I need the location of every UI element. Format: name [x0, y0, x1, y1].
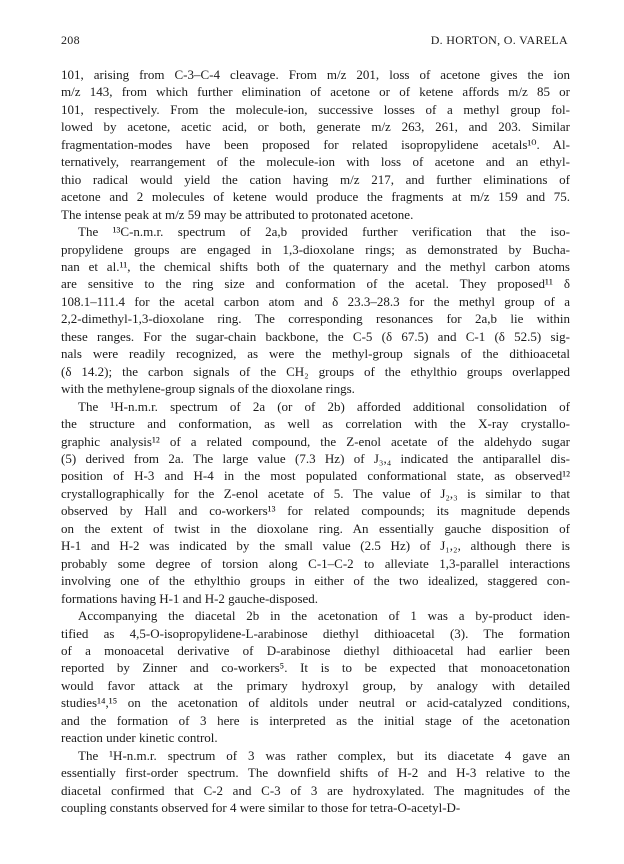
page-number: 208	[61, 33, 80, 47]
text-line: and the formation of 3 here is interpreted as the initial stage of the acetonation	[61, 712, 570, 728]
text-line: lowed by acetone, acetic acid, or both, generate m/z 263, 261, and 203. Similar	[61, 119, 570, 135]
text-line: 2,2-dimethyl-1,3-dioxolane ring. The corresponding resonances for 2a,b lie within	[61, 311, 570, 327]
text-line: 101, respectively. From the molecule-ion, successive losses of a methyl group fol-	[61, 101, 570, 117]
text-line: tified as 4,5-O-isopropylidene-L-arabinose diethyl dithioacetal (3). The formation	[61, 625, 570, 641]
text-line: thio radical would yield the cation having m/z 217, and further eliminations of	[61, 171, 570, 187]
paragraph	[61, 607, 570, 747]
text-line: studies¹⁴,¹⁵ on the acetonation of alditols under neutral or acid-catalyzed conditions,	[61, 695, 570, 711]
text-line: reaction under kinetic control.	[61, 730, 218, 746]
running-header	[61, 33, 568, 49]
text-line: involving one of the ethylthio groups in either of the two idealized, staggered con-	[61, 573, 570, 589]
paragraph	[61, 398, 570, 607]
text-line: would favor attack at the primary hydroxyl group, by analogy with detailed	[61, 677, 570, 693]
running-head-authors: D. HORTON, O. VARELA	[430, 33, 568, 47]
text-line: Accompanying the diacetal 2b in the acetonation of 1 was a by-product iden-	[78, 608, 570, 624]
text-line: coupling constants observed for 4 were similar to those for tetra-O-acetyl-D-	[61, 800, 461, 816]
paragraph	[61, 223, 570, 398]
text-line: crystallographically for the Z-enol acetate of 5. The value of J₂,₃ is similar to that	[61, 485, 570, 501]
text-line: graphic analysis¹² of a related compound, the Z-enol acetate of the aldehydo sugar	[61, 433, 570, 449]
paragraph	[61, 66, 570, 223]
text-line: position of H-3 and H-4 in the most populated conformational state, as observed¹²	[61, 468, 570, 484]
text-line: The ¹H-n.m.r. spectrum of 3 was rather complex, but its diacetate 4 gave an	[78, 747, 570, 763]
text-line: nan et al.¹¹, the chemical shifts both of the quaternary and the methyl carbon atoms	[61, 258, 570, 274]
text-line: 108.1–111.4 for the acetal carbon atom and δ 23.3–28.3 for the methyl group of a	[61, 293, 570, 309]
paragraph	[61, 747, 570, 817]
text-line: m/z 143, from which further elimination of acetone or of ketene affords m/z 85 or	[61, 84, 570, 100]
text-line: these ranges. For the sugar-chain backbone, the C-5 (δ 67.5) and C-1 (δ 52.5) sig-	[61, 328, 570, 344]
text-line: of a monoacetal derivative of D-arabinose diethyl dithioacetal had earlier been	[61, 642, 570, 658]
text-line: The ¹³C-n.m.r. spectrum of 2a,b provided further verification that the iso-	[78, 224, 570, 240]
body-text	[61, 66, 570, 816]
text-line: (5) derived from 2a. The large value (7.3 Hz) of J₃,₄ indicated the antiparallel dis-	[61, 450, 570, 466]
text-line: on the extent of twist in the dioxolane ring. An essentially gauche disposition of	[61, 520, 570, 536]
text-line: formations having H-1 and H-2 gauche-disposed.	[61, 590, 319, 606]
text-line: diacetal confirmed that C-2 and C-3 of 3 are hydroxylated. The magnitudes of the	[61, 782, 570, 798]
text-line: with the methylene-group signals of the dioxolane rings.	[61, 381, 355, 397]
text-line: H-1 and H-2 was indicated by the small value (2.5 Hz) of J₁,₂, although there is	[61, 538, 570, 554]
text-line: acetone and 2 molecules of ketene would produce the fragments at m/z 159 and 75.	[61, 189, 570, 205]
text-line: 101, arising from C-3–C-4 cleavage. From m/z 201, loss of acetone gives the ion	[61, 67, 570, 82]
text-line: The ¹H-n.m.r. spectrum of 2a (or of 2b) afforded additional consolidation of	[78, 398, 570, 414]
text-line: the structure and conformation, as well as correlation with the X-ray crystallo-	[61, 416, 570, 432]
text-line: reported by Zinner and co-workers⁵. It is to be expected that monoacetonation	[61, 660, 570, 676]
text-line: observed by Hall and co-workers¹³ for related compounds; its magnitude depends	[61, 503, 570, 519]
text-line: ternatively, rearrangement of the molecule-ion with loss of acetone and an ethyl-	[61, 154, 570, 170]
text-line: fragmentation-modes have been proposed for related isopropylidene acetals¹⁰. Al-	[61, 136, 570, 152]
text-line: essentially first-order spectrum. The downfield shifts of H-2 and H-3 relative to the	[61, 765, 570, 781]
text-line: probably some degree of torsion along C-1–C-2 to alleviate 1,3-parallel interactions	[61, 555, 570, 571]
text-line: (δ 14.2); the carbon signals of the CH₂ groups of the ethylthio groups overlapped	[61, 363, 570, 379]
text-line: propylidene groups are engaged in 1,3-dioxolane rings; as demonstrated by Bucha-	[61, 241, 570, 257]
text-line: nals were readily recognized, as were the methyl-group signals of the dithioacetal	[61, 346, 570, 362]
text-line: The intense peak at m/z 59 may be attributed to protonated acetone.	[61, 206, 414, 222]
text-line: are sensitive to the ring size and conformation of the acetal. They proposed¹¹ δ	[61, 276, 570, 292]
